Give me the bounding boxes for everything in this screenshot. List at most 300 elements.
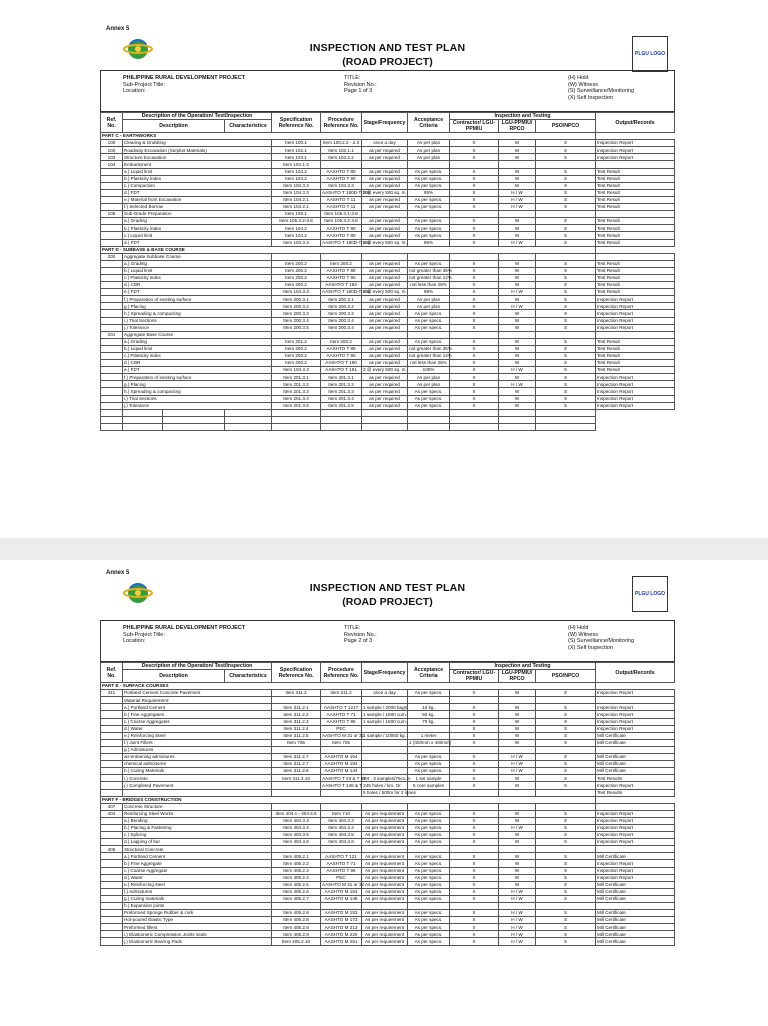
- cell-output-records: [596, 846, 675, 853]
- cell-acceptance: 1 set sample: [408, 775, 450, 782]
- cell-procedure-ref: Item 200.3.1: [321, 296, 362, 303]
- cell-description: j.) Tolerance: [123, 402, 272, 409]
- table-row: [101, 196, 675, 203]
- cell-procedure-ref: AASHTO M 148: [321, 895, 362, 902]
- cell-ref-no: [101, 775, 123, 782]
- cell-description: c.) Plasticity index: [123, 274, 272, 281]
- table-row: [101, 718, 675, 725]
- cell-lgu-rpco: H / W: [499, 910, 536, 917]
- table-row: [101, 725, 675, 732]
- cell-procedure-ref: Item 200.3.2: [321, 303, 362, 310]
- cell-ref-no: [101, 402, 123, 409]
- cell-procedure-ref: [321, 161, 362, 168]
- cell-lgu-rpco: W: [499, 810, 536, 817]
- cell-lgu-rpco: H / W: [499, 189, 536, 196]
- header-characteristics: Characteristics: [225, 120, 272, 133]
- table-row: [101, 211, 675, 218]
- cell-acceptance: As per specs.: [408, 895, 450, 902]
- cell-spec-ref: [272, 782, 321, 789]
- cell-pso-npco: S: [536, 381, 596, 388]
- header-lgu-rpco: LGU-PPMIU/ RPCO: [499, 670, 536, 683]
- cell-spec-ref: Item 104.3.3: [272, 289, 321, 296]
- revision-label: Revision No.:: [344, 631, 377, 638]
- cell-stage-frequency: as per required: [362, 182, 408, 189]
- cell-pso-npco: S: [536, 317, 596, 324]
- cell-ref-no: [101, 754, 123, 761]
- empty-cell: [272, 409, 321, 416]
- cell-contractor: X: [450, 775, 499, 782]
- cell-procedure-ref: AASHTO T 89: [321, 345, 362, 352]
- cell-output-records: Test Result: [596, 260, 675, 267]
- cell-stage-frequency: As per requirement: [362, 924, 408, 931]
- cell-ref-no: 102: [101, 147, 123, 154]
- cell-output-records: Inspection Report: [596, 296, 675, 303]
- table-row: [101, 817, 675, 824]
- empty-cell: [123, 409, 163, 416]
- legend-self-inspection: (X) Self Inspection: [568, 94, 613, 101]
- title-label: TITLE:: [344, 625, 361, 631]
- cell-description: Reinforcing Steel Works: [123, 810, 272, 817]
- cell-description: chemical admixtures: [123, 761, 272, 768]
- cell-description: j.) Elastomeric Bearing Pads: [123, 938, 272, 945]
- cell-acceptance: As per specs.: [408, 824, 450, 831]
- cell-pso-npco: S: [536, 196, 596, 203]
- empty-cell: [321, 409, 362, 416]
- cell-pso-npco: [536, 746, 596, 753]
- cell-procedure-ref: AASHTO T 96: [321, 718, 362, 725]
- cell-spec-ref: Item 104.3.3: [272, 367, 321, 374]
- cell-acceptance: 70 kg.: [408, 718, 450, 725]
- cell-lgu-rpco: [499, 789, 536, 796]
- title-label: TITLE:: [344, 75, 361, 81]
- cell-contractor: X: [450, 260, 499, 267]
- cell-contractor: X: [450, 381, 499, 388]
- cell-procedure-ref: Item 100.2.2 - 2.3: [321, 140, 362, 147]
- cell-spec-ref: Item 404.3.4: [272, 824, 321, 831]
- legend-surveillance: (S) Surveillance/Monitoring: [568, 638, 635, 644]
- cell-procedure-ref: Item 404.3.5: [321, 832, 362, 839]
- cell-stage-frequency: As per requirement: [362, 917, 408, 924]
- cell-acceptance: not greater than 12%: [409, 353, 452, 359]
- cell-pso-npco: [536, 211, 596, 218]
- cell-ref-no: 103: [101, 154, 123, 161]
- header-acceptance-criteria: Acceptance Criteria: [408, 663, 450, 683]
- table-row: [101, 161, 675, 168]
- cell-acceptance: As per specs.: [408, 182, 450, 189]
- legend-hold: (H) Hold: [568, 75, 589, 81]
- cell-pso-npco: S: [536, 345, 596, 352]
- table-row: [101, 168, 675, 175]
- cell-contractor: X: [450, 867, 499, 874]
- cell-pso-npco: S: [536, 704, 596, 711]
- cell-ref-no: [101, 204, 123, 211]
- cell-spec-ref: Item 405.2.8: [272, 910, 321, 917]
- cell-contractor: X: [450, 204, 499, 211]
- empty-cell: [321, 416, 362, 423]
- cell-output-records: Test Results: [596, 775, 675, 782]
- cell-ref-no: [101, 711, 123, 718]
- cell-procedure-ref: AASHTO M 220: [321, 931, 362, 938]
- legend-witness: (W) Witness: [568, 631, 598, 638]
- cell-pso-npco: S: [536, 154, 596, 161]
- cell-output-records: [596, 161, 675, 168]
- cell-procedure-ref: Item 201.3.3: [321, 388, 362, 395]
- table-row: [101, 395, 675, 402]
- cell-procedure-ref: AASHTO T 71: [321, 711, 362, 718]
- table-row: [101, 267, 675, 274]
- cell-ref-no: [101, 725, 123, 732]
- project-name: PHILIPPINE RURAL DEVELOPMENT PROJECT: [123, 625, 246, 631]
- table-row: [101, 881, 675, 888]
- cell-pso-npco: S: [536, 267, 596, 274]
- cell-stage-frequency: set - 3 samples/75cu.m: [363, 775, 411, 781]
- cell-stage-frequency: [362, 211, 408, 218]
- cell-stage-frequency: 3 @ every 500 sq. m.: [363, 239, 407, 245]
- cell-lgu-rpco: W: [499, 718, 536, 725]
- cell-description: f.) Preparation of existing surface: [123, 296, 272, 303]
- cell-procedure-ref: AASHTO M 213: [321, 924, 362, 931]
- page-subtitle: (ROAD PROJECT): [342, 56, 433, 68]
- cell-acceptance: As per specs.: [408, 761, 450, 768]
- cell-lgu-rpco: W: [499, 704, 536, 711]
- cell-spec-ref: Item 104.2.1: [272, 204, 321, 211]
- cell-stage-frequency: As per requirement: [362, 853, 408, 860]
- cell-stage-frequency: As per requirement: [362, 832, 408, 839]
- cell-stage-frequency: as per required: [362, 395, 408, 402]
- cell-ref-no: [101, 353, 123, 360]
- cell-lgu-rpco: W: [499, 395, 536, 402]
- cell-ref-no: [101, 303, 123, 310]
- cell-contractor: X: [450, 938, 499, 945]
- cell-contractor: X: [450, 874, 499, 881]
- cell-description: b.) Plasticity index: [123, 225, 272, 232]
- cell-ref-no: [101, 938, 123, 945]
- empty-cell: [225, 409, 272, 416]
- cell-description: Portland Cement Concrete Pavement: [123, 690, 272, 697]
- cell-output-records: Mill Certificate: [596, 931, 675, 938]
- cell-spec-ref: Item 405.2.6: [272, 888, 321, 895]
- cell-pso-npco: S: [536, 360, 596, 367]
- cell-pso-npco: [536, 253, 596, 260]
- cell-lgu-rpco: W: [499, 338, 536, 345]
- header-lgu-rpco: LGU-PPMIU/ RPCO: [499, 120, 536, 133]
- cell-pso-npco: S: [536, 296, 596, 303]
- cell-ref-no: [101, 267, 123, 274]
- cell-output-records: Test Result: [596, 360, 675, 367]
- cell-procedure-ref: AASHTO M 31 or 32: [322, 733, 365, 738]
- cell-contractor: X: [450, 395, 499, 402]
- table-row: [101, 796, 675, 803]
- cell-output-records: Mill Certificate: [596, 895, 675, 902]
- cell-ref-no: [101, 345, 123, 352]
- cell-acceptance: [408, 803, 450, 810]
- cell-pso-npco: [536, 697, 596, 704]
- cell-stage-frequency: [362, 754, 408, 761]
- cell-lgu-rpco: H / W: [499, 931, 536, 938]
- cell-output-records: Mill Certificate: [596, 924, 675, 931]
- cell-stage-frequency: [362, 739, 408, 746]
- table-row: [101, 374, 675, 381]
- cell-lgu-rpco: W: [499, 317, 536, 324]
- cell-spec-ref: [272, 803, 321, 810]
- cell-contractor: X: [450, 175, 499, 182]
- cell-lgu-rpco: W: [499, 310, 536, 317]
- cell-spec-ref: Item 104.2: [272, 168, 321, 175]
- cell-pso-npco: S: [536, 881, 596, 888]
- cell-lgu-rpco: W: [499, 218, 536, 225]
- cell-contractor: X: [450, 718, 499, 725]
- cell-description: c.) Coarse Aggregates: [123, 718, 272, 725]
- cell-lgu-rpco: W: [499, 388, 536, 395]
- cell-procedure-ref: AASHTO T 180D-T 191: [322, 190, 371, 196]
- cell-description: a.) Grading: [123, 260, 272, 267]
- cell-description: f.) Joint Fillers: [123, 739, 272, 746]
- cell-spec-ref: Item 404.3.3: [272, 817, 321, 824]
- cell-output-records: Test Result: [596, 367, 675, 374]
- cell-stage-frequency: [362, 161, 408, 168]
- cell-contractor: [450, 253, 499, 260]
- cell-acceptance: As per specs.: [408, 175, 450, 182]
- cell-spec-ref: Item 201.3.2: [272, 381, 321, 388]
- header-output-records: Output/Records: [596, 663, 675, 683]
- cell-description: a.) Grading: [123, 338, 272, 345]
- header-contractor: Contractor/ LGU-PPMIU: [450, 670, 499, 683]
- cell-output-records: Test Result: [596, 239, 675, 246]
- cell-acceptance: As per specs.: [408, 310, 450, 317]
- cell-description: Roadway Excavation (Surplus Materials): [123, 147, 272, 154]
- cell-spec-ref: Item 311.2.7: [272, 761, 321, 768]
- cell-contractor: X: [450, 832, 499, 839]
- cell-stage-frequency: as per required: [362, 353, 408, 360]
- cell-ref-no: 201: [101, 331, 123, 338]
- cell-spec-ref: Item 405.2.8: [272, 917, 321, 924]
- cell-procedure-ref: [321, 789, 362, 796]
- table-row: [101, 810, 675, 817]
- cell-ref-no: [101, 931, 123, 938]
- cell-acceptance: As per specs.: [408, 917, 450, 924]
- cell-contractor: [450, 211, 499, 218]
- cell-acceptance: As per specs.: [408, 768, 450, 775]
- cell-contractor: X: [450, 338, 499, 345]
- header-characteristics: Characteristics: [225, 670, 272, 683]
- cell-pso-npco: S: [536, 910, 596, 917]
- cell-spec-ref: Item 200.2: [272, 267, 321, 274]
- table-row: [101, 746, 675, 753]
- table-row: [101, 360, 675, 367]
- annex-label: Annex 5: [106, 570, 130, 576]
- cell-output-records: Inspection Report: [596, 874, 675, 881]
- table-row: [101, 402, 675, 409]
- empty-cell: [123, 423, 163, 430]
- table-row: [101, 282, 675, 289]
- cell-output-records: Inspection Report: [596, 860, 675, 867]
- cell-stage-frequency: As per requirement: [362, 931, 408, 938]
- cell-lgu-rpco: W: [499, 182, 536, 189]
- cell-acceptance: As per specs.: [408, 938, 450, 945]
- cell-acceptance: As per specs.: [408, 832, 450, 839]
- cell-contractor: X: [450, 168, 499, 175]
- cell-procedure-ref: Item 105.3.2-3.8: [321, 218, 362, 225]
- cell-lgu-rpco: W: [499, 374, 536, 381]
- cell-lgu-rpco: W: [499, 282, 536, 289]
- cell-output-records: Inspection Report: [596, 147, 675, 154]
- cell-acceptance: As per specs.: [408, 839, 450, 846]
- cell-output-records: [596, 253, 675, 260]
- cell-ref-no: [101, 289, 123, 296]
- cell-procedure-ref: AASHTO T 193: [321, 282, 362, 289]
- cell-pso-npco: S: [536, 761, 596, 768]
- cell-spec-ref: Item 104.1-2: [272, 161, 321, 168]
- cell-pso-npco: [536, 161, 596, 168]
- cell-output-records: [596, 697, 675, 704]
- cell-procedure-ref: AASHTO T 90: [321, 175, 362, 182]
- cell-spec-ref: Item 405.2.5: [272, 881, 321, 888]
- cell-output-records: Mill Certificate: [596, 881, 675, 888]
- cell-procedure-ref: Item 311.2: [321, 690, 362, 697]
- cell-ref-no: [101, 824, 123, 831]
- cell-stage-frequency: 1 sample / 1500 cum.: [363, 718, 407, 724]
- cell-ref-no: [101, 395, 123, 402]
- cell-acceptance: 98%: [408, 289, 450, 296]
- table-row: [101, 345, 675, 352]
- cell-ref-no: [101, 888, 123, 895]
- table-row: [101, 839, 675, 846]
- header-ref-no: Ref. No.: [101, 113, 123, 133]
- header-description-group: Description of the Operation/ Test/Inspection: [123, 113, 272, 120]
- cell-spec-ref: Item 200.3.4: [272, 317, 321, 324]
- cell-output-records: Test Result: [596, 289, 675, 296]
- cell-description: j.) Completed Pavement: [123, 782, 272, 789]
- cell-ref-no: [101, 260, 123, 267]
- cell-spec-ref: Item 200.2: [272, 345, 321, 352]
- cell-acceptance: [408, 211, 450, 218]
- cell-spec-ref: Item 311.2.2: [272, 711, 321, 718]
- cell-pso-npco: S: [536, 810, 596, 817]
- cell-stage-frequency: As per requirement: [362, 910, 408, 917]
- cell-spec-ref: Item 200.3.2: [272, 303, 321, 310]
- table-row: [101, 189, 675, 196]
- cell-ref-no: [101, 175, 123, 182]
- header-stage-frequency: Stage/Frequency: [362, 663, 408, 683]
- cell-spec-ref: Item 311.2.5: [272, 732, 321, 739]
- project-info-box: [100, 70, 675, 112]
- cell-spec-ref: Item 404.1 - 404.3.6: [272, 810, 321, 817]
- cell-pso-npco: S: [536, 874, 596, 881]
- table-row: [101, 324, 675, 331]
- cell-pso-npco: S: [536, 388, 596, 395]
- cell-spec-ref: [272, 331, 321, 338]
- table-row: [101, 246, 675, 253]
- cell-ref-no: [101, 789, 123, 796]
- cell-contractor: X: [450, 839, 499, 846]
- cell-contractor: X: [450, 725, 499, 732]
- cell-output-records: Inspection Report: [596, 718, 675, 725]
- cell-spec-ref: Item 311.2.8: [272, 768, 321, 775]
- cell-acceptance: As per specs.: [408, 196, 450, 203]
- cell-contractor: X: [450, 367, 499, 374]
- cell-procedure-ref: AASHTO T 191: [321, 367, 362, 374]
- cell-contractor: [450, 903, 499, 910]
- plgu-logo-placeholder: PLGU LOGO: [632, 576, 668, 612]
- cell-lgu-rpco: W: [499, 360, 536, 367]
- cell-lgu-rpco: H / W: [499, 924, 536, 931]
- cell-procedure-ref: AASHTO M 154: [321, 888, 362, 895]
- empty-cell: [450, 416, 499, 423]
- cell-stage-frequency: as per required: [362, 196, 408, 203]
- cell-stage-frequency: [362, 846, 408, 853]
- cell-acceptance: As per plan: [408, 296, 450, 303]
- cell-ref-no: 104: [101, 161, 123, 168]
- cell-description: h.) Expansion joints: [123, 903, 272, 910]
- cell-ref-no: [101, 218, 123, 225]
- cell-acceptance: As per specs.: [408, 810, 450, 817]
- cell-output-records: Mill Certificate: [596, 739, 675, 746]
- cell-lgu-rpco: H / W: [499, 303, 536, 310]
- cell-stage-frequency: [362, 253, 408, 260]
- cell-spec-ref: Item 200.2: [272, 274, 321, 281]
- empty-cell: [123, 416, 163, 423]
- cell-lgu-rpco: [499, 331, 536, 338]
- cell-output-records: Inspection Report: [596, 310, 675, 317]
- cell-stage-frequency: [362, 761, 408, 768]
- cell-description: d.) FDT: [123, 239, 272, 246]
- cell-spec-ref: Item 405.2.4: [272, 874, 321, 881]
- cell-procedure-ref: Item 705: [321, 739, 362, 746]
- cell-spec-ref: Item 104.3.3: [272, 239, 321, 246]
- location-label: Location:: [123, 88, 146, 94]
- cell-acceptance: As per plan: [408, 154, 450, 161]
- cell-stage-frequency: as per required: [362, 303, 408, 310]
- cell-lgu-rpco: W: [499, 147, 536, 154]
- cell-description: c.) Liquid limit: [123, 232, 272, 239]
- cell-spec-ref: Item 200.2: [272, 260, 321, 267]
- cell-contractor: [450, 331, 499, 338]
- cell-ref-no: [101, 388, 123, 395]
- empty-cell: [450, 409, 499, 416]
- cell-contractor: X: [450, 732, 499, 739]
- cell-pso-npco: S: [536, 274, 596, 281]
- cell-output-records: Mill Certificate: [596, 888, 675, 895]
- cell-stage-frequency: as per required: [362, 402, 408, 409]
- cell-contractor: X: [450, 282, 499, 289]
- cell-output-records: Inspection Report: [596, 725, 675, 732]
- cell-ref-no: [101, 924, 123, 931]
- cell-ref-no: [101, 860, 123, 867]
- cell-spec-ref: Item 102.1: [272, 147, 321, 154]
- cell-acceptance: [408, 331, 450, 338]
- cell-spec-ref: Item 405.2.8: [272, 924, 321, 931]
- cell-contractor: [450, 846, 499, 853]
- cell-contractor: X: [450, 910, 499, 917]
- cell-ref-no: [101, 867, 123, 874]
- cell-lgu-rpco: W: [499, 345, 536, 352]
- cell-ref-no: 404: [101, 810, 123, 817]
- cell-spec-ref: Item 201.2: [272, 338, 321, 345]
- cell-acceptance: As per specs.: [408, 317, 450, 324]
- cell-output-records: Mill Certificate: [596, 754, 675, 761]
- header-inspection-group: Inspection and Testing: [450, 663, 596, 670]
- cell-contractor: X: [450, 303, 499, 310]
- cell-procedure-ref: Item 200.3.4: [321, 324, 362, 331]
- table-row: [101, 832, 675, 839]
- cell-lgu-rpco: H / W: [499, 888, 536, 895]
- cell-stage-frequency: as per required: [362, 218, 408, 225]
- cell-spec-ref: Item 405.2.1: [272, 853, 321, 860]
- cell-ref-no: [101, 839, 123, 846]
- cell-pso-npco: S: [536, 725, 596, 732]
- cell-pso-npco: S: [536, 917, 596, 924]
- table-row: [101, 846, 675, 853]
